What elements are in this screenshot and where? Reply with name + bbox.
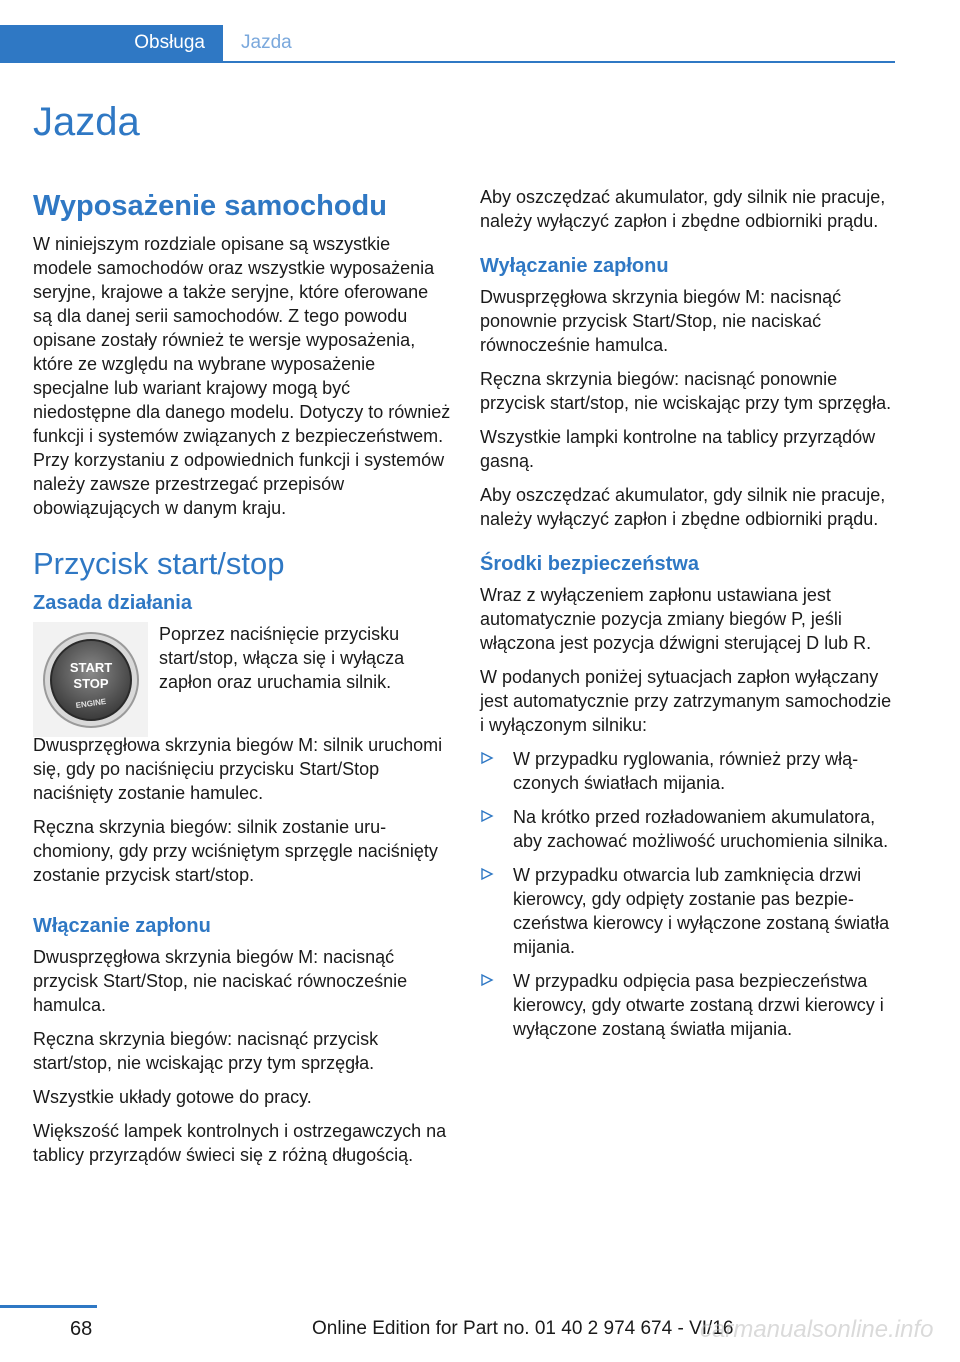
triangle-bullet-icon	[480, 751, 494, 765]
svg-text:START: START	[69, 659, 112, 675]
ignition-off-p1: Dwusprzęgłowa skrzynia biegów M: nacisnąć ponownie przycisk Start/Stop, nie naciskać równocześnie hamulca.	[480, 287, 842, 355]
ignition-off-heading: Wyłączanie zapłonu	[480, 255, 669, 277]
triangle-bullet-icon	[480, 867, 494, 881]
safety-p2: W podanych poniżej sytuacjach zapłon wyłączany jest automatycznie przy zatrzymanym samochodzie i wyłączonym silniku:	[480, 667, 892, 735]
principle-figure-row	[33, 622, 451, 737]
right-column	[480, 185, 900, 1051]
tab-jazda[interactable]: Jazda	[241, 32, 292, 53]
ignition-on-p3: Wszystkie układy gotowe do pracy.	[33, 1087, 312, 1107]
watermark: carmanualsonline.info	[700, 1316, 934, 1343]
triangle-bullet-icon	[480, 809, 494, 823]
ignition-on-heading: Włączanie zapłonu	[33, 915, 211, 937]
list-item	[480, 969, 900, 1041]
principle-side-text	[159, 622, 451, 737]
header-bar	[0, 25, 895, 63]
bullet-text: Na krótko przed rozładowaniem akumulatora, aby zachować możliwość uruchomienia silnika.	[513, 807, 889, 851]
principle-p2: Dwusprzęgłowa skrzynia biegów M: silnik uruchomi się, gdy po naciśnięciu przycisku Start/Stop naciśnięty zostanie hamulec.	[33, 735, 443, 803]
safety-bullet-list	[480, 747, 900, 1041]
battery-text: Aby oszczędzać akumulator, gdy silnik nie pracuje, należy wyłączyć zapłon i zbędne odbiorniki prądu.	[480, 187, 886, 231]
list-item	[480, 805, 900, 853]
ignition-off-p4: Aby oszczędzać akumulator, gdy silnik nie pracuje, należy wyłączyć zapłon i zbędne odbiorniki prądu.	[480, 485, 886, 529]
ignition-off-p2: Ręczna skrzynia biegów: nacisnąć ponownie przycisk start/stop, nie wciskając przy tym sprzęgła.	[480, 369, 892, 413]
bullet-text: W przypadku ryglowania, również przy włączonych światłach mijania.	[513, 749, 859, 793]
svg-text:ENGINE: ENGINE	[74, 696, 107, 710]
ignition-off-p3: Wszystkie lampki kontrolne na tablicy przyrządów gasną.	[480, 427, 876, 471]
equipment-heading: Wyposażenie samochodu	[33, 190, 387, 222]
start-stop-button-image	[33, 622, 148, 737]
chapter-title: Jazda	[33, 100, 140, 144]
principle-p1: Poprzez naciśnięcie przycisku start/stop, włącza się i wyłącza zapłon oraz uruchamia silnik.	[159, 624, 405, 692]
equipment-text: W niniejszym rozdziale opisane są wszystkie modele samochodów oraz wszystkie wyposażenia seryjne, krajowe a także seryjne, które oferowane są dla danej serii samochodów. Z tego powodu opisane zostały również te wersje wyposażenia, które ze względu na wybrane wyposażenie specjalne lub wariant krajowy mogą być niedostępne dla danego modelu. Dotyczy to również funkcji i systemów związanych z bezpieczeństwem. Przy korzystaniu z odpowiednich funkcji i systemów należy zawsze przestrzegać przepisów obowiązujących w danym kraju.	[33, 234, 451, 518]
page-number: 68	[70, 1318, 93, 1340]
principle-p3: Ręczna skrzynia biegów: silnik zostanie uruchomiony, gdy przy wciśniętym sprzęgle naciśnięty zostanie przycisk start/stop.	[33, 817, 438, 885]
bullet-text: W przypadku odpięcia pasa bezpieczeństwa kierowcy, gdy otwarte zostaną drzwi kierowcy i wyłączone zostaną światła mijania.	[513, 971, 884, 1039]
triangle-bullet-icon	[480, 973, 494, 987]
left-column	[33, 188, 451, 1177]
ignition-on-p4: Większość lampek kontrolnych i ostrzegawczych na tablicy przyrządów świeci się z różną długością.	[33, 1121, 447, 1165]
safety-p1: Wraz z wyłączeniem zapłonu ustawiana jest automatycznie pozycja zmiany biegów P, jeśli włączona jest pozycja dźwigni sterującej D lub R.	[480, 585, 872, 653]
startstop-heading: Przycisk start/stop	[33, 546, 285, 581]
principle-heading: Zasada działania	[33, 592, 192, 614]
edition-text: Online Edition for Part no. 01 40 2 974 674 - VI/16	[312, 1318, 734, 1339]
bullet-text: W przypadku otwarcia lub zamknięcia drzwi kierowcy, gdy odpięty zostanie pas bezpieczeństwa kierowcy i wyłączone zostaną światła mijania.	[513, 865, 890, 957]
tab-obsluga[interactable]: Obsługa	[0, 25, 223, 61]
ignition-on-p2: Ręczna skrzynia biegów: nacisnąć przycisk start/stop, nie wciskając przy tym sprzęgła.	[33, 1029, 379, 1073]
ignition-on-p1: Dwusprzęgłowa skrzynia biegów M: nacisnąć przycisk Start/Stop, nie naciskać równocześnie hamulca.	[33, 947, 408, 1015]
list-item	[480, 863, 900, 959]
start-stop-button-icon	[41, 630, 141, 730]
safety-heading: Środki bezpieczeństwa	[480, 553, 699, 575]
svg-text:STOP: STOP	[72, 675, 109, 691]
list-item	[480, 747, 900, 795]
footer-divider	[0, 1305, 97, 1308]
